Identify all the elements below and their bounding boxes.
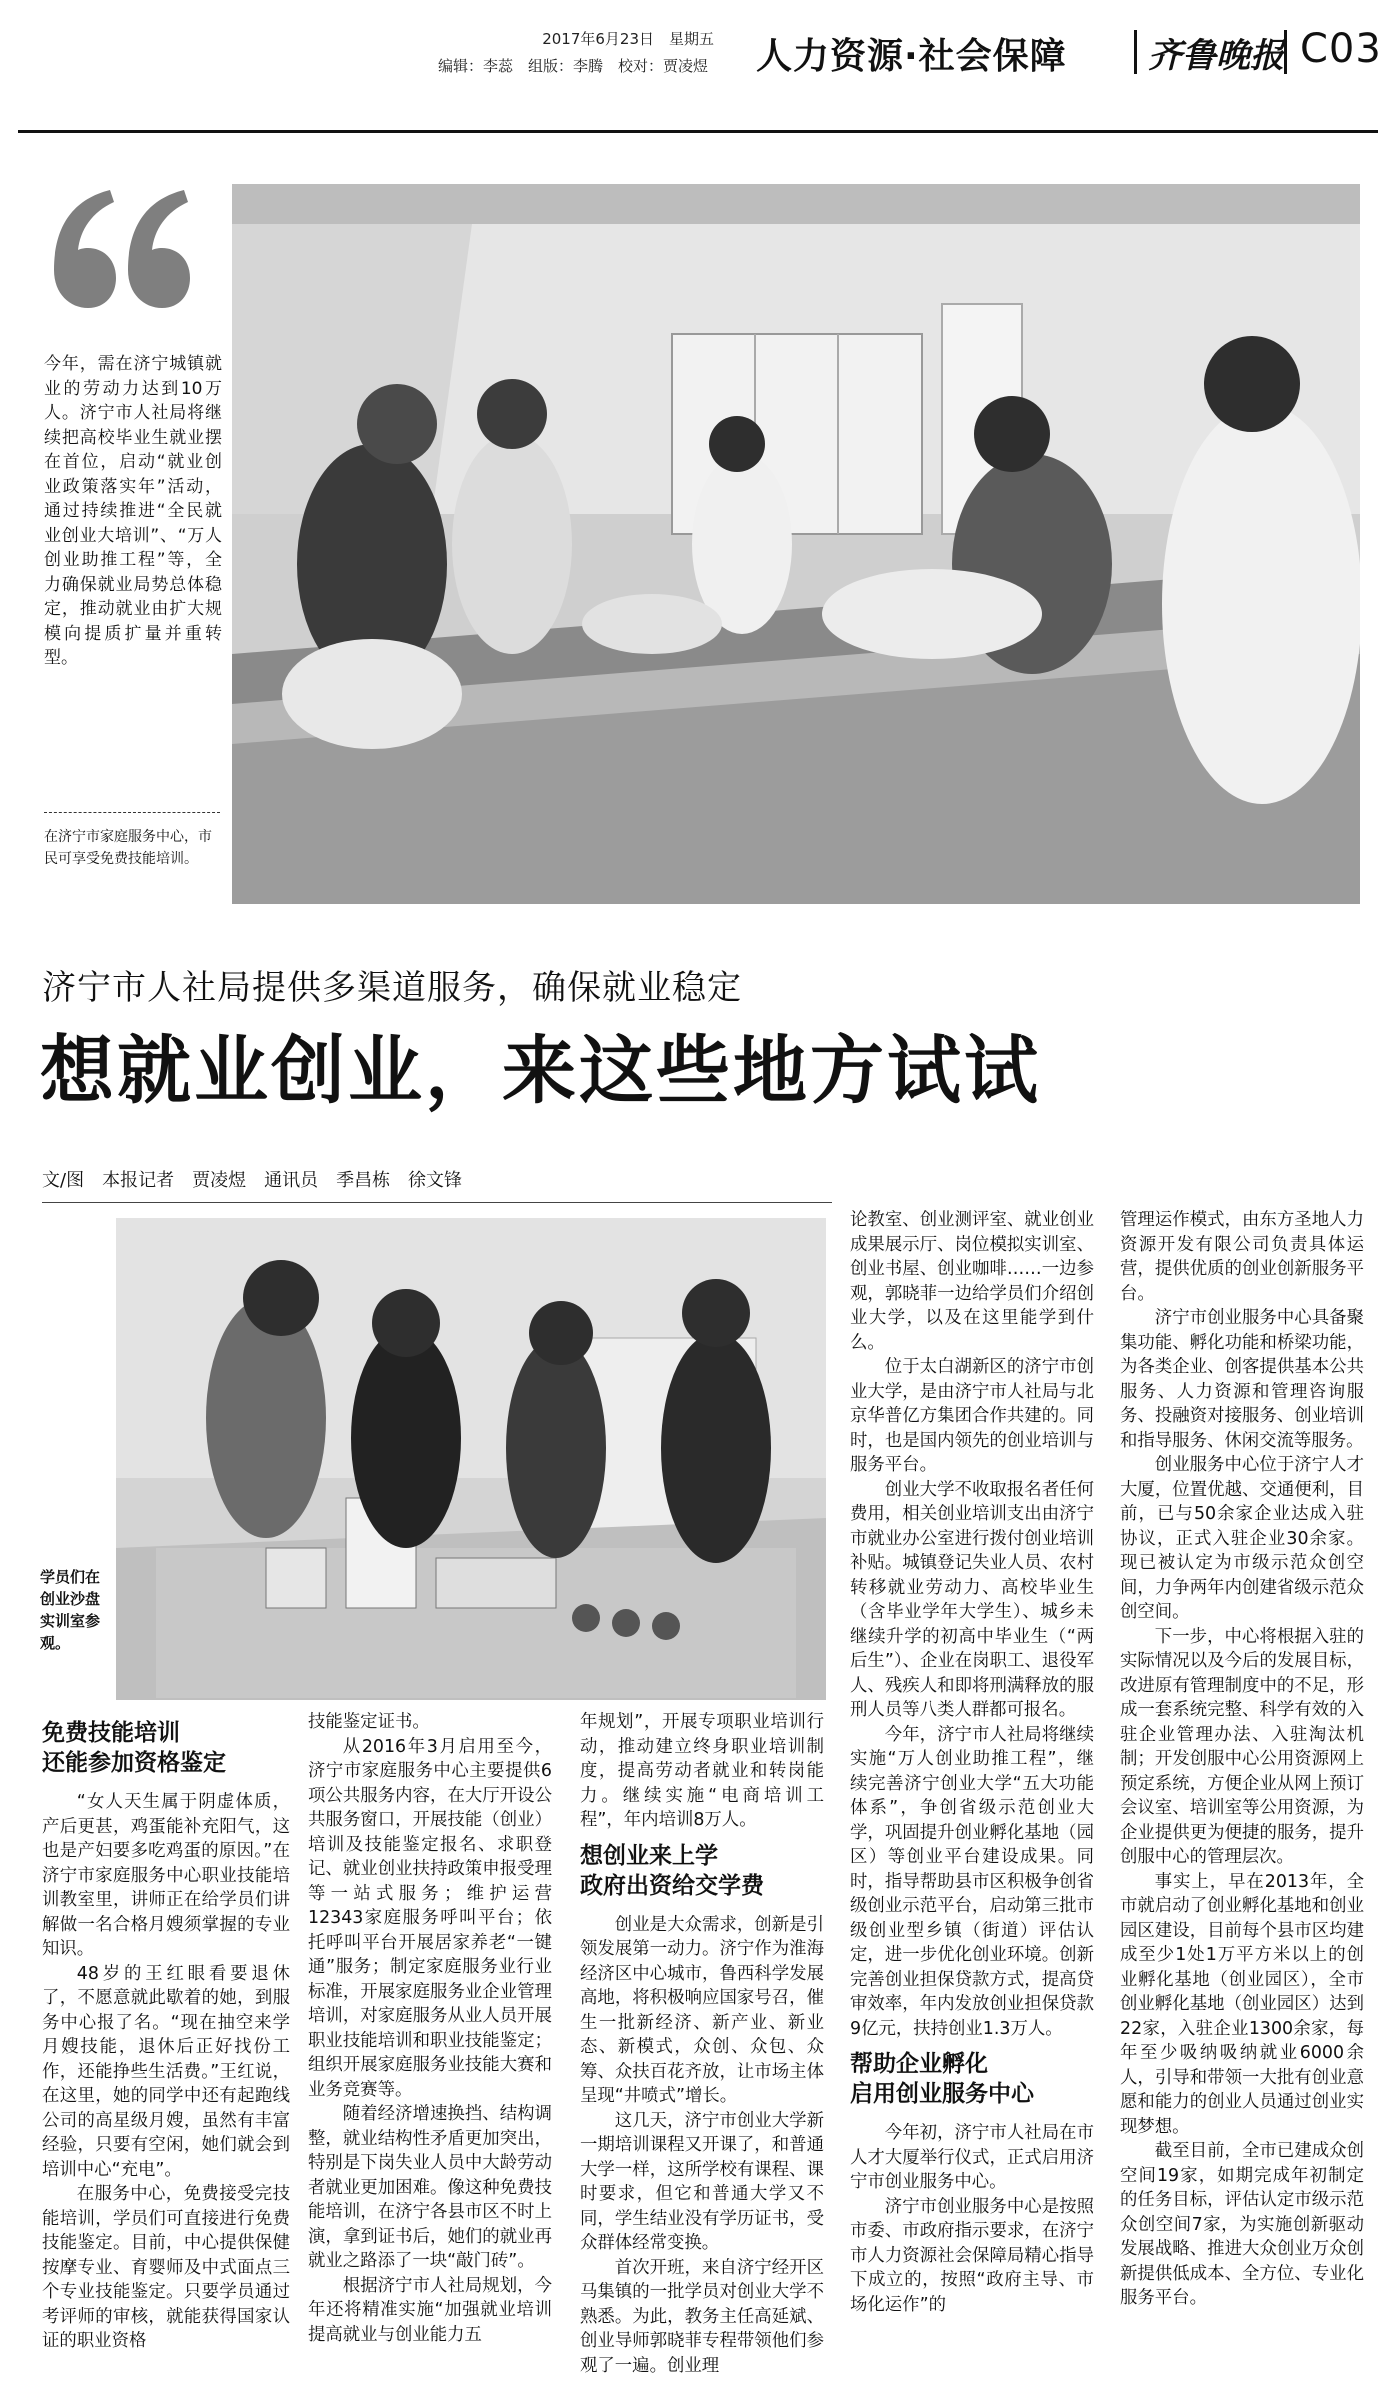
article-byline: 文/图 本报记者 贾凌煜 通讯员 季昌栋 徐文锋 [42, 1170, 463, 1191]
paragraph: 根据济宁市人社局规划，今年还将精准实施“加强就业培训提高就业与创业能力五 [308, 2275, 552, 2345]
paragraph: 48岁的王红眼看要退休了，不愿意就此歇着的她，到服务中心报了名。“现在抽空来学月嫂技能，退休后正好找份工作，还能挣些生活费。”王红说，在这里，她的同学中还有起跑线公司的高星级月嫂，虽然有丰富经验，只要有空闲，她们就会到培训中心“充电”。 [42, 1963, 290, 2180]
article-headline: 想就业创业，来这些地方试试 [40, 1028, 1041, 1114]
caption-divider [44, 812, 220, 813]
column-3 [580, 1710, 824, 2378]
photo2-caption: 学员们在创业沙盘实训室参观。 [40, 1568, 101, 1652]
page-number: C03 [1300, 26, 1382, 72]
masthead-divider [1134, 30, 1137, 74]
paragraph: 随着经济增速换挡、结构调整，就业结构性矛盾更加突出，特别是下岗失业人员中大龄劳动者就业更加困难。像这种免费技能培训，在济宁各县市区不时上演，拿到证书后，她们的就业再就业之路添了一块“敲门砖”。 [308, 2104, 552, 2271]
section-heading [580, 1841, 824, 1901]
heading-line: 还能参加资格鉴定 [42, 1750, 226, 1776]
section-heading [850, 2049, 1094, 2109]
section-heading [42, 1718, 290, 1778]
paragraph: 创业服务中心位于济宁人才大厦，位置优越、交通便利，目前，已与50余家企业达成入驻协议，正式入驻企业30余家。现已被认定为市级示范众创空间，力争两年内创建省级示范众创空间。 [1120, 1455, 1364, 1622]
column-1 [42, 1710, 290, 2354]
paragraph: 这几天，济宁市创业大学新一期培训课程又开课了，和普通大学一样，这所学校有课程、课时要求，但它和普通大学又不同，学生结业没有学历证书，受众群体经常变换。 [580, 2110, 824, 2253]
paragraph: 位于太白湖新区的济宁市创业大学，是由济宁市人社局与北京华普亿方集团合作共建的。同时，也是国内领先的创业培训与服务平台。 [850, 1357, 1094, 1475]
heading-line: 想创业来上学 [580, 1842, 718, 1869]
paragraph: 从2016年3月启用至今，济宁市家庭服务中心主要提供6项公共服务内容，在大厅开设公共服务窗口，开展技能（创业）培训及技能鉴定报名、求职登记、就业创业扶持政策申报受理等一站式服务；维护运营12343家庭服务呼叫平台；依托呼叫平台开展居家养老“一键通”服务；制定家庭服务业行业标准，开展家庭服务业企业管理培训，对家庭服务从业人员开展职业技能培训和职业技能鉴定；组织开展家庭服务业技能大赛和业务竞赛等。 [308, 1736, 552, 2100]
paragraph: 创业大学不收取报名者任何费用，相关创业培训支出由济宁市就业办公室进行拨付创业培训补贴。城镇登记失业人员、农村转移就业劳动力、高校毕业生（含毕业学年大学生）、城乡未继续升学的初高中毕业生（“两后生”）、企业在岗职工、退役军人、残疾人和即将刑满释放的服刑人员等八类人群都可报名。 [850, 1479, 1094, 1720]
column-5 [1120, 1208, 1364, 2311]
paragraph: 技能鉴定证书。 [308, 1712, 430, 1732]
section-title: 人力资源·社会保障 [756, 36, 1067, 77]
paragraph: 在服务中心，免费接受完技能培训，学员们可直接进行免费技能鉴定。目前，中心提供保健按摩专业、育婴师及中式面点三个专业技能鉴定。只要学员通过考评师的审核，就能获得国家认证的职业资格 [42, 2184, 290, 2351]
column-4 [850, 1208, 1094, 2317]
paragraph: 截至目前，全市已建成众创空间19家，如期完成年初制定的任务目标，评估认定市级示范众创空间7家，为实施创新驱动发展战略、推进大众创业万众创新提供低成本、全方位、专业化服务平台。 [1120, 2141, 1364, 2308]
paragraph: 今年初，济宁市人社局在市人才大厦举行仪式，正式启用济宁市创业服务中心。 [850, 2123, 1094, 2192]
column-2 [308, 1710, 552, 2347]
paragraph: 管理运作模式，由东方圣地人力资源开发有限公司负责具体运营，提供优质的创业创新服务平台。 [1120, 1210, 1364, 1304]
paragraph: 济宁市创业服务中心是按照市委、市政府指示要求，在济宁市人力资源社会保障局精心指导下成立的，按照“政府主导、市场化运作”的 [850, 2196, 1094, 2315]
heading-line: 启用创业服务中心 [850, 2081, 1034, 2107]
newspaper-logo: 齐鲁晚报 [1148, 36, 1284, 76]
article-subhead: 济宁市人社局提供多渠道服务，确保就业稳定 [42, 968, 742, 1008]
masthead-divider [1284, 30, 1287, 74]
lede-paragraph: 今年，需在济宁城镇就业的劳动力达到10万人。济宁市人社局将继续把高校毕业生就业摆在首位，启动“就业创业政策落实年”活动，通过持续推进“全民就业创业大培训”、“万人创业助推工程”等，全力确保就业局势总体稳定，推动就业由扩大规模向提质扩量并重转型。 [44, 354, 222, 668]
paragraph: 今年，济宁市人社局将继续实施“万人创业助推工程”，继续完善济宁创业大学“五大功能体系”，争创省级示范创业大学，巩固提升创业孵化基地（园区）等创业平台建设成果。同时，指导帮助县市区积极争创省级创业示范平台，启动第三批市级创业型乡镇（街道）评估认定，进一步优化创业环境。创新完善创业担保贷款方式，提高贷审效率，年内发放创业担保贷款9亿元，扶持创业1.3万人。 [850, 1724, 1094, 2039]
heading-line: 免费技能培训 [42, 1720, 180, 1746]
paragraph: 创业是大众需求，创新是引领发展第一动力。济宁作为淮海经济区中心城市，鲁西科学发展高地，将积极响应国家号召，催生一批新经济、新产业、新业态、新模式，众创、众包、众筹、众扶百花齐放，让市场主体呈现“井喷式”增长。 [580, 1914, 824, 2106]
top-rule [18, 130, 1378, 133]
paragraph: 事实上，早在2013年，全市就启动了创业孵化基地和创业园区建设，目前每个县市区均建成至少1处1万平方米以上的创业孵化基地（创业园区），全市创业孵化基地（创业园区）达到22家，入驻企业1300余家，每年至少吸纳吸纳就业6000余人，引导和带领一大批有创业意愿和能力的创业人员通过创业实现梦想。 [1120, 1871, 1364, 2137]
masthead-date: 2017年6月23日 星期五 [542, 30, 714, 48]
heading-line: 政府出资给交学费 [580, 1872, 764, 1899]
heading-line: 帮助企业孵化 [850, 2051, 988, 2077]
paragraph: 论教室、创业测评室、就业创业成果展示厅、岗位模拟实训室、创业书屋、创业咖啡……一边参观，郭晓菲一边给学员们介绍创业大学，以及在这里能学到什么。 [850, 1210, 1094, 1353]
masthead-staff: 编辑：李蕊 组版：李腾 校对：贾凌煜 [438, 57, 709, 75]
sandbox-visit-photo [116, 1218, 826, 1700]
training-class-photo [232, 184, 1360, 904]
paragraph: 济宁市创业服务中心具备聚集功能、孵化功能和桥梁功能，为各类企业、创客提供基本公共服务、人力资源和管理咨询服务、投融资对接服务、创业培训和指导服务、休闲交流等服务。 [1120, 1308, 1364, 1451]
paragraph: 年规划”，开展专项职业培训行动，推动建立终身职业培训制度，提高劳动者就业和转岗能力。继续实施“电商培训工程”，年内培训8万人。 [580, 1712, 824, 1830]
masthead-meta [438, 26, 738, 80]
paragraph: 首次开班，来自济宁经开区马集镇的一批学员对创业大学不熟悉。为此，教务主任高延斌、创业导师郭晓菲专程带领他们参观了一遍。创业理 [580, 2257, 824, 2376]
byline-rule [42, 1202, 832, 1203]
quote-mark-icon [50, 190, 190, 314]
paragraph: 下一步，中心将根据入驻的实际情况以及今后的发展目标，改进原有管理制度中的不足，形成一套系统完整、科学有效的入驻企业管理办法、入驻淘汰机制；开发创服中心公用资源网上预定系统，方便企业从网上预订会议室、培训室等公用资源，为企业提供更为便捷的服务，提升创服中心的管理层次。 [1120, 1626, 1364, 1867]
photo-caption: 在济宁市家庭服务中心，市民可享受免费技能培训。 [44, 829, 212, 867]
paragraph: “女人天生属于阴虚体质，产后更甚，鸡蛋能补充阳气，这也是产妇要多吃鸡蛋的原因。”在济宁市家庭服务中心职业技能培训教室里，讲师正在给学员们讲解做一名合格月嫂须掌握的专业知识。 [42, 1792, 290, 1959]
